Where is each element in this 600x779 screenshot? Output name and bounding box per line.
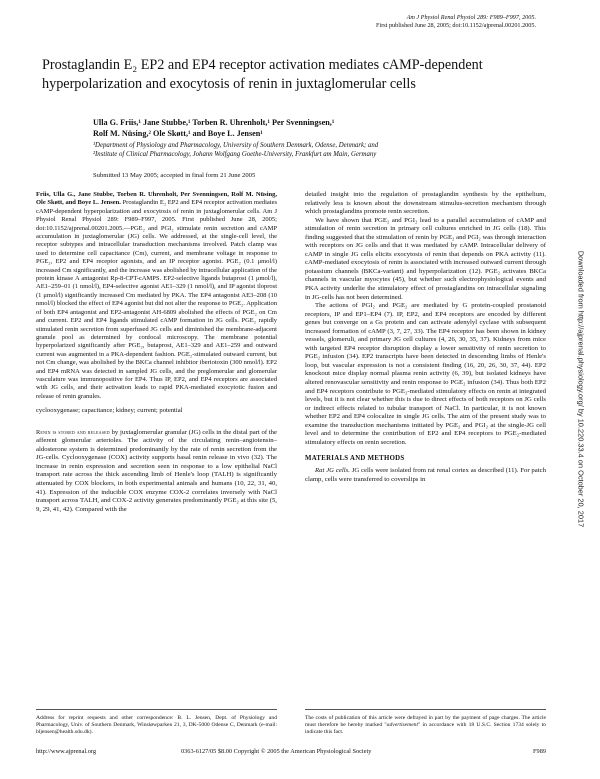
affiliation-1: ¹Department of Physiology and Pharmacology, University of Southern Denmark, Odense, Denmark; and: [93, 142, 379, 149]
intro-lead-smallcaps: Renin is stored and released: [36, 428, 110, 436]
abstract-authors: Friis, Ulla G., Jane Stubbe, Torben R. Uhrenholt, Per Svenningsen, Rolf M. Nüsing, Ole Skøtt, and Boye L. Jensen.: [36, 191, 277, 207]
author-list: [93, 117, 513, 139]
copyright-line: 0363-6127/05 $8.00 Copyright © 2005 the American Physiological Society: [181, 748, 372, 755]
methods-heading: MATERIALS AND METHODS: [305, 455, 405, 463]
affiliations: [93, 141, 533, 159]
abstract-body: Prostaglandin E₂ EP2 and EP4 receptor activation mediates cAMP-dependent hyperpolarization and exocytosis of renin in juxtaglomerular cells. Am J Physiol Renal Physiol 289: F989–F997, 2005. First published June 28, 2005; doi:10.1152/ajprenal.00201.2005.—PGE₂ and PGI₂ stimulate renin secretion and cAMP accumulation in juxtaglomerular (JG) cells. We addressed, at the single-cell level, the receptor subtypes and intracellular transduction mechanisms involved. Patch clamp was used to determine cell capacitance (Cm), current, and membrane voltage in response to PGE₂, EP2 and EP4 receptor agonists, and an IP receptor agonist. PGE₂ (0.1 μmol/l) increased Cm significantly, and the increase was abolished by intracellular application of the protein kinase A antagonist Rp-8-CPT-cAMPS. EP2-selective ligands butaprost (1 μmol/l), AE1–259–01 (1 nmol/l), EP4-selective agonist AE1–329 (1 nmol/l), and IP agonist iloprost (1 μmol/l) significantly increased Cm mediated by PKA. The EP4 antagonist AE3–208 (10 nmol/l) blocked the effect of EP4 agonist but did not alter the response to PGE₂. Application of both EP4 antagonist and EP2-antagonist AH-6809 abolished the effects of PGE₂ on Cm and current. EP2 and EP4 ligands stimulated cAMP formation in JG cells. PGE₂ rapidly stimulated renin secretion from superfused JG cells and diminished the membrane-adjacent granule pool as determined by confocal microscopy. The membrane potential hyperpolarized significantly after PGE₂, butaprost, AE1–329 and AE1–259 and outward current was augmented in a PKA-dependent fashion. PGE₂-stimulated outward current, but not Cm change, was abolished by the BKCa channel inhibitor iberiotoxin (300 nmol/l). EP2 and EP4 mRNA was detected in sampled JG cells, and the preglomerular and glomerular vasculature was immunopositive for EP4. Thus IP, EP2, and EP4 receptors are associated with JG cells, and their activation leads to rapid PKA-mediated exocytotic fusion and release of renin granules.: [36, 199, 278, 400]
methods-paragraph: [305, 467, 546, 484]
article-title: Prostaglandin E₂ EP2 and EP4 receptor activation mediates cAMP-dependent hyperpolarization and exocytosis of renin in juxtaglomerular cells: [42, 57, 483, 92]
intro-left-text: by juxtaglomerular granular (JG) cells in the distal part of the afferent glomerular arterioles. The activity of the circulating renin–angiotensin–aldosterone system is determined predominantly by the rate of renin secretion from the JG-cells. Cyclooxygenase (COX) activity supports basal renin release in vivo (32). The increase in renin expression and secretion seen in response to a low epithelial NaCl transport rate across the thick ascending limb of Henle's loop (TALH) is significantly attenuated by COX blockers, in both experimental animals and humans (10, 22, 31, 40, 41). Expression of the inducible COX enzyme COX-2 correlates inversely with NaCl transport across TALH, and COX-2 activity generates predominantly PGE₂ at this site (5, 9, 29, 41, 42). Compared with the: [36, 428, 277, 513]
running-head-doi: First published June 28, 2005; doi:10.1152/ajprenal.00201.2005.: [376, 22, 536, 29]
intro-paragraph-2: We have shown that PGE₂ and PGI₂ lead to a parallel accumulation of cAMP and stimulation of renin secretion in primary cell cultures enriched in JG cells (18). This finding suggested that the stimulation of renin by PGE₂ and PGI₂ was through interaction with receptors on JG cells and that it was mediated by cAMP. Intracellular delivery of cAMP in single JG cells elicits exocytosis of renin that depends on PKA activity (11). cAMP-mediated exocytosis of renin is associated with increased outward current through potassium channels (BKCa-variant) and hyperpolarization (12). PGE₂ activates BKCa channels in vascular myocytes (45), but whether such electrophysiological events and PKA activity underlie the stimulatory effect of prostaglandins on intracellular signaling in JG-cells has not been determined.: [305, 216, 546, 301]
methods-text: JG cells were isolated from rat renal cortex as described (11). For patch clamp, cells were transferred to coverslips in: [305, 466, 546, 483]
intro-paragraph-3: The actions of PGI₂ and PGE₂ are mediated by G protein-coupled prostanoid receptors, IP and EP1–EP4 (7). IP, EP2, and EP4 receptors are encoded by different genes but converge on a Gs protein and can activate adenylyl cyclase with subsequent increased formation of cAMP (3, 7, 27, 33). The EP4 receptor has been shown in kidney vessels, glomeruli, and primary JG cell cultures (4, 26, 30, 35, 37). Kidneys from mice with targeted EP4 receptor disruption display a lower sensitivity of renin secretion to PGE₂ infusion (34). EP2 transcripts have been detected in descending limbs of Henle's loop, but vascular expression is not a consistent finding (16, 20, 26, 30, 37, 44). EP2 knockout mice display normal plasma renin activity (6, 39), but isolated kidneys have altered renovascular sensitivity and renin response to PGE₂ infusion (34). Thus both EP2 and EP4 receptors contribute to PGE₂-mediated stimulatory effects on renin at integrated levels, but it is not clear whether this is due to direct effects of both receptors on JG cells or indirect effects related to tubular transport of NaCl. In particular, it is not known whether EP2 and EP4 colocalize in single JG cells. The aim of the present study was to examine the transduction mechanisms initiated by PGE₂ and PGI₂ at the single-JG cell level and to determine the contribution of EP2 and EP4 receptors to PGE₂-mediated stimulatory effects on renin secretion.: [305, 302, 546, 446]
running-head-journal: Am J Physiol Renal Physiol 289: F989–F997, 2005.: [406, 14, 536, 21]
submission-dates: Submitted 13 May 2005; accepted in final form 21 June 2005: [93, 172, 256, 179]
affiliation-2: ²Institute of Clinical Pharmacology, Johann Wolfgang Goethe-University, Frankfurt am Main, Germany: [93, 151, 377, 158]
correspondence-footnote: Address for reprint requests and other correspondence: B. L. Jensen, Dept. of Physiology and Pharmacology, Univ. of Southern Denmark, Winsløwparken 21, 3, DK-5000 Odense C, Denmark (e-mail: bljensen@health.sdu.dk).: [36, 709, 277, 736]
author-line-2: Rolf M. Nüsing,² Ole Skøtt,¹ and Boye L. Jensen¹: [93, 129, 263, 138]
journal-url-link[interactable]: http://www.ajprenal.org: [36, 748, 96, 755]
intro-paragraph-1: [36, 429, 277, 514]
running-head: [176, 14, 536, 30]
intro-continued: detailed insight into the regulation of prostaglandin synthesis by the epithelium, relatively less is known about the downstream stimulus-secretion mechanism through which prostaglandins promote renin secretion.: [305, 191, 546, 216]
left-column: [36, 191, 277, 514]
page-charges-footnote: [305, 709, 546, 736]
methods-subheading: Rat JG cells.: [315, 466, 350, 474]
page-number: F989: [533, 748, 546, 755]
abstract: [36, 191, 277, 401]
page-charges-advertisement: advertisement: [386, 722, 419, 728]
author-line-1: Ulla G. Friis,¹ Jane Stubbe,¹ Torben R. Uhrenholt,¹ Per Svenningsen,¹: [93, 118, 335, 127]
page-charges-text-a: The costs of publication of this article were defrayed in part by the payment of page charges. The article must therefore be hereby marked ": [305, 715, 546, 728]
right-column: [305, 191, 546, 484]
download-watermark: Downloaded from http://ajprenal.physiology.org/ by 10.220.33.4 on October 20, 2017: [576, 250, 586, 528]
keywords: cyclooxygenase; capacitance; kidney; current; potential: [36, 407, 183, 415]
page-charges-text-b: " in accordance with 18 U.S.C. Section 1734 solely to indicate this fact.: [305, 722, 546, 735]
